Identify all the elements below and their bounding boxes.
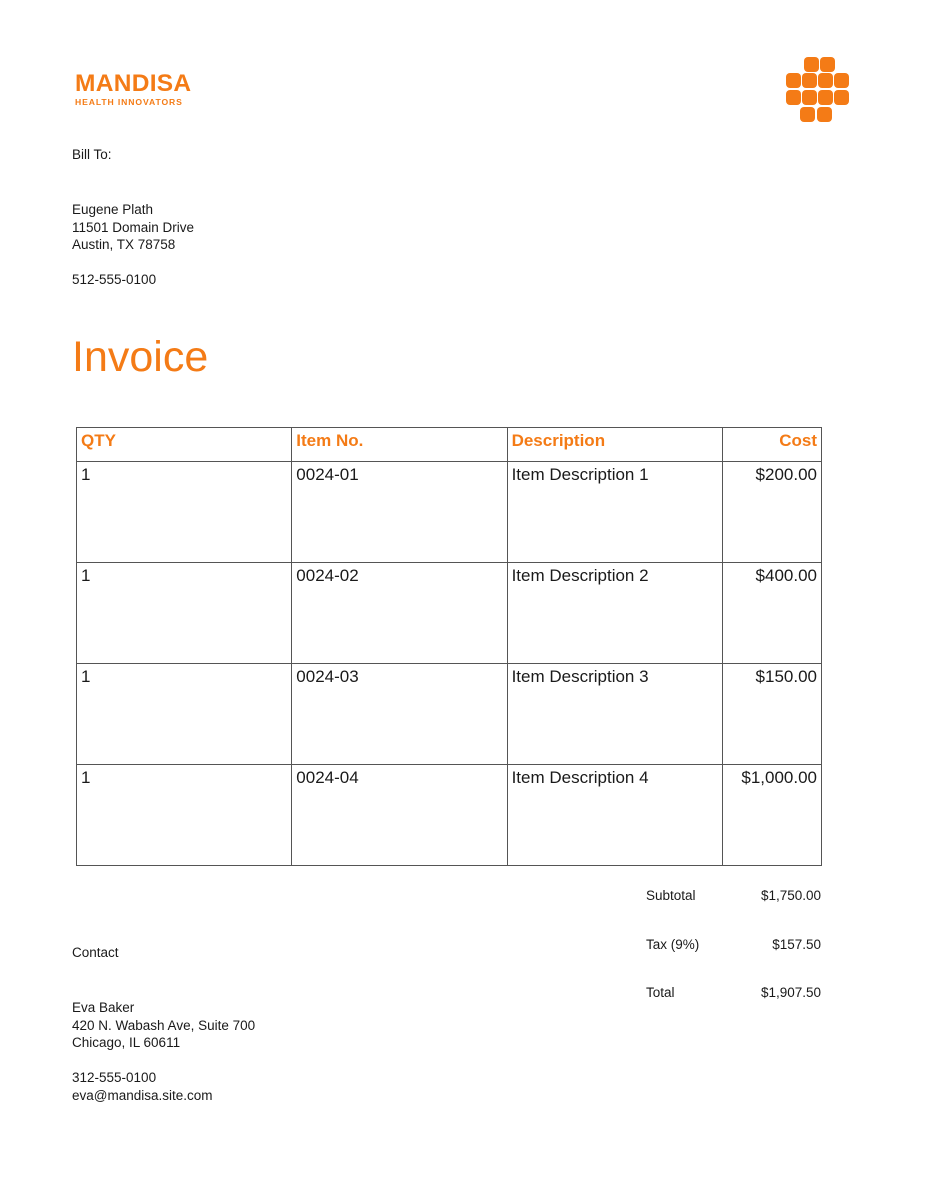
cell-cost: $200.00: [722, 462, 821, 563]
cell-description: Item Description 3: [507, 664, 722, 765]
invoice-items-table: [76, 427, 822, 866]
bill-to-label: Bill To:: [72, 147, 112, 162]
orange-pixel-grid-logo-icon: [784, 57, 852, 124]
bill-to-address-line1: 11501 Domain Drive: [72, 219, 195, 235]
table-row: [77, 563, 822, 664]
tax-label: Tax (9%): [646, 937, 700, 952]
cell-qty: 1: [77, 664, 292, 765]
header-item-no: Item No.: [292, 428, 507, 462]
contact-email[interactable]: eva@mandisa.site.com: [72, 1087, 213, 1103]
page-title: Invoice: [72, 333, 209, 381]
total-value: $1,907.50: [760, 985, 821, 1000]
subtotal-value: $1,750.00: [760, 888, 821, 903]
cell-description: Item Description 2: [507, 563, 722, 664]
bill-to-phone: 512-555-0100: [72, 272, 157, 287]
header-cost: Cost: [722, 428, 821, 462]
cell-item-no: 0024-04: [292, 765, 507, 866]
cell-cost: $400.00: [722, 563, 821, 664]
cell-cost: $150.00: [722, 664, 821, 765]
bill-to-address: [72, 201, 194, 254]
brand-tagline: HEALTH INNOVATORS: [75, 97, 183, 107]
brand-logo: [75, 72, 191, 108]
cell-qty: 1: [77, 563, 292, 664]
contact-address: [72, 999, 255, 1052]
table-row: [77, 765, 822, 866]
contact-details: [72, 1069, 213, 1104]
contact-phone: 312-555-0100: [72, 1070, 157, 1085]
subtotal-label: Subtotal: [646, 888, 696, 903]
contact-label: Contact: [72, 945, 119, 960]
cell-item-no: 0024-02: [292, 563, 507, 664]
cell-item-no: 0024-03: [292, 664, 507, 765]
header-qty: QTY: [77, 428, 292, 462]
table-row: [77, 462, 822, 563]
brand-name: MANDISA: [75, 70, 192, 97]
cell-description: Item Description 4: [507, 765, 722, 866]
tax-value: $157.50: [772, 937, 821, 952]
cell-qty: 1: [77, 765, 292, 866]
cell-cost: $1,000.00: [722, 765, 821, 866]
cell-qty: 1: [77, 462, 292, 563]
table-row: [77, 664, 822, 765]
table-header-row: [77, 428, 822, 462]
bill-to-name: Eugene Plath: [72, 202, 154, 217]
header-description: Description: [507, 428, 722, 462]
cell-item-no: 0024-01: [292, 462, 507, 563]
contact-name: Eva Baker: [72, 1000, 135, 1015]
total-label: Total: [646, 985, 675, 1000]
cell-description: Item Description 1: [507, 462, 722, 563]
contact-address-line1: 420 N. Wabash Ave, Suite 700: [72, 1017, 256, 1033]
contact-address-line2: Chicago, IL 60611: [72, 1035, 181, 1050]
bill-to-address-line2: Austin, TX 78758: [72, 237, 176, 252]
